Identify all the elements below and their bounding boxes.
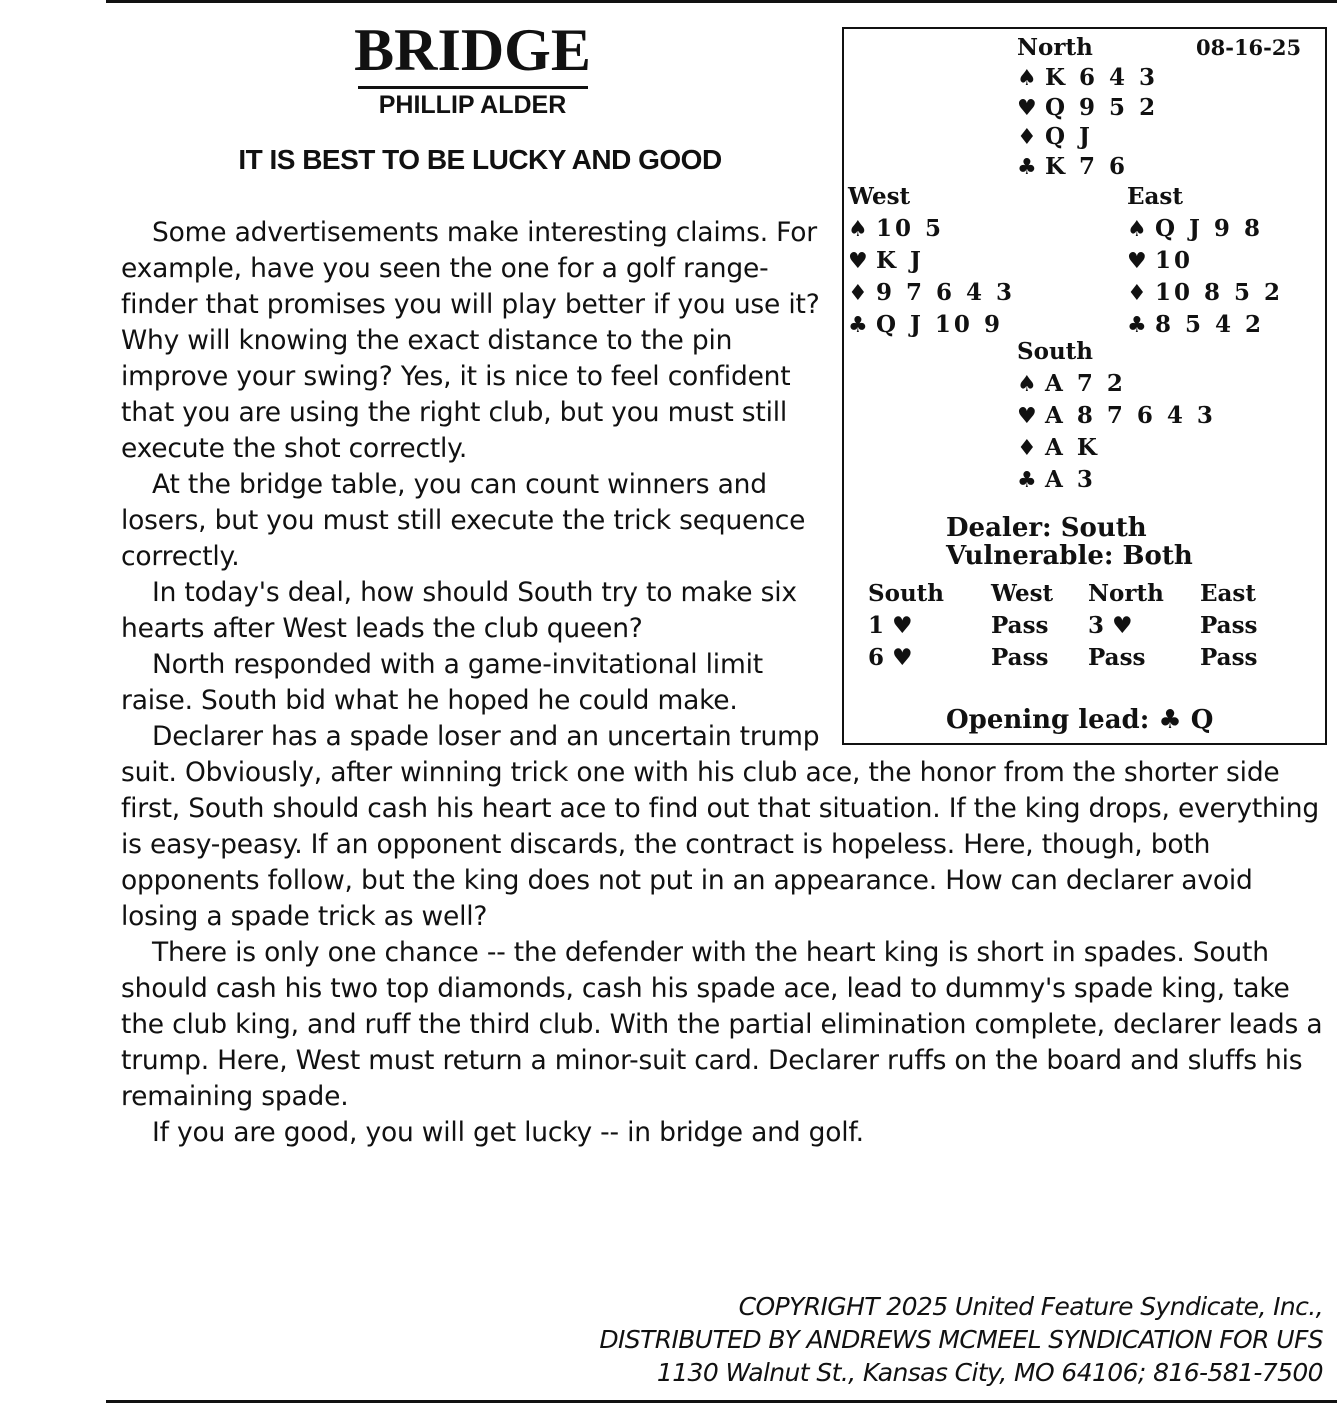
spade-icon: ♠ [1017, 66, 1037, 91]
diamond-icon: ♦ [848, 281, 868, 306]
south-hearts: ♥ A 8 7 6 4 3 [1017, 402, 1216, 429]
east-spades: ♠ Q J 9 8 [1127, 215, 1263, 242]
east-hearts: ♥ 10 [1127, 247, 1194, 274]
vulnerability-info: Vulnerable: Both [946, 541, 1193, 571]
heart-icon: ♥ [1017, 404, 1037, 429]
paragraph: At the bridge table, you can count winners and losers, but you must still execute the trick sequence correctly. [121, 469, 806, 572]
auction-bid: Pass [991, 612, 1049, 639]
north-label: North [1017, 34, 1093, 61]
west-hearts: ♥ K J [848, 247, 924, 274]
paragraph: There is only one chance -- the defender with the heart king is short in spades. South should cash his two top diamonds, cash his spade ace, lead to dummy's spade king, take the club king, and ruff the third club. With the partial elimination complete, declarer leads a trump. Here, West must return a minor-suit card. Declarer ruffs on the board and sluffs his remaining spade. [121, 937, 1323, 1112]
deal-date: 08-16-25 [1196, 35, 1302, 60]
auction-bid: Pass [1088, 644, 1146, 671]
copyright-line: 1130 Walnut St., Kansas City, MO 64106; 816-581-7500 [656, 1358, 1323, 1387]
south-diamonds: ♦ A K [1017, 434, 1100, 461]
paragraph: North responded with a game-invitational limit raise. South bid what he hoped he could make. [121, 649, 763, 716]
auction-bid: Pass [991, 644, 1049, 671]
masthead-underline [358, 86, 588, 89]
club-icon: ♣ [1017, 155, 1037, 180]
diamond-icon: ♦ [1017, 125, 1037, 150]
auction-header-west: West [991, 580, 1054, 607]
east-clubs: ♣ 8 5 4 2 [1127, 311, 1265, 338]
paragraph: Some advertisements make interesting claims. For example, have you seen the one for a golf range-finder that promises you will play better if you use it? Why will knowing the exact distance to the pin improve your swing? Yes, it is nice to feel confident that you are using the right club, but you must still execute the shot correctly. [121, 217, 820, 464]
west-clubs: ♣ Q J 10 9 [848, 311, 1003, 338]
club-icon: ♣ [848, 313, 868, 338]
article-headline: IT IS BEST TO BE LUCKY AND GOOD [238, 144, 722, 175]
auction-bid: 6 ♥ [868, 644, 913, 671]
club-icon: ♣ [1017, 468, 1037, 493]
opening-lead: Opening lead: ♣ Q [946, 705, 1214, 735]
east-label: East [1127, 183, 1184, 210]
auction-header-north: North [1088, 580, 1164, 607]
bridge-deal-diagram [842, 27, 1327, 745]
heart-icon: ♥ [1017, 96, 1037, 121]
diamond-icon: ♦ [1127, 281, 1147, 306]
auction-header-east: East [1200, 580, 1257, 607]
club-icon: ♣ [1127, 313, 1147, 338]
south-clubs: ♣ A 3 [1017, 466, 1096, 493]
south-spades: ♠ A 7 2 [1017, 370, 1126, 397]
copyright-notice [599, 1290, 1323, 1389]
north-clubs: ♣ K 7 6 [1017, 153, 1129, 180]
south-label: South [1017, 338, 1094, 365]
copyright-line: DISTRIBUTED BY ANDREWS MCMEEL SYNDICATION FOR UFS [599, 1325, 1323, 1354]
bottom-rule [106, 1400, 1337, 1403]
column-masthead [300, 17, 645, 119]
top-rule [106, 0, 1337, 3]
west-diamonds: ♦ 9 7 6 4 3 [848, 279, 1016, 306]
spade-icon: ♠ [1017, 372, 1037, 397]
spade-icon: ♠ [848, 217, 868, 242]
east-diamonds: ♦ 10 8 5 2 [1127, 279, 1284, 306]
north-spades: ♠ K 6 4 3 [1017, 64, 1159, 91]
west-spades: ♠ 10 5 [848, 215, 945, 242]
north-hearts: ♥ Q 9 5 2 [1017, 94, 1159, 121]
spade-icon: ♠ [1127, 217, 1147, 242]
auction-bid: 1 ♥ [868, 612, 913, 639]
auction-bid: Pass [1200, 612, 1258, 639]
auction-header-south: South [868, 580, 945, 607]
column-author: PHILLIP ALDER [378, 91, 567, 119]
paragraph: In today's deal, how should South try to make six hearts after West leads the club queen? [121, 577, 797, 644]
copyright-line: COPYRIGHT 2025 United Feature Syndicate, Inc., [738, 1292, 1323, 1321]
column-title: BRIDGE [354, 17, 591, 83]
north-diamonds: ♦ Q J [1017, 123, 1093, 150]
auction-bid: Pass [1200, 644, 1258, 671]
paragraph: If you are good, you will get lucky -- in bridge and golf. [152, 1117, 864, 1148]
auction-bid: 3 ♥ [1088, 612, 1133, 639]
west-label: West [848, 183, 911, 210]
dealer-info: Dealer: South [946, 513, 1147, 543]
heart-icon: ♥ [1127, 249, 1147, 274]
heart-icon: ♥ [848, 249, 868, 274]
diamond-icon: ♦ [1017, 436, 1037, 461]
paragraph: Declarer has a spade loser and an uncertain trump suit. Obviously, after winning trick one with his club ace, the honor from the shorter side first, South should cash his heart ace to find out that situation. If the king drops, everything is easy-peasy. If an opponent discards, the contract is hopeless. Here, though, both opponents follow, but the king does not put in an appearance. How can declarer avoid losing a spade trick as well? [121, 721, 1320, 932]
